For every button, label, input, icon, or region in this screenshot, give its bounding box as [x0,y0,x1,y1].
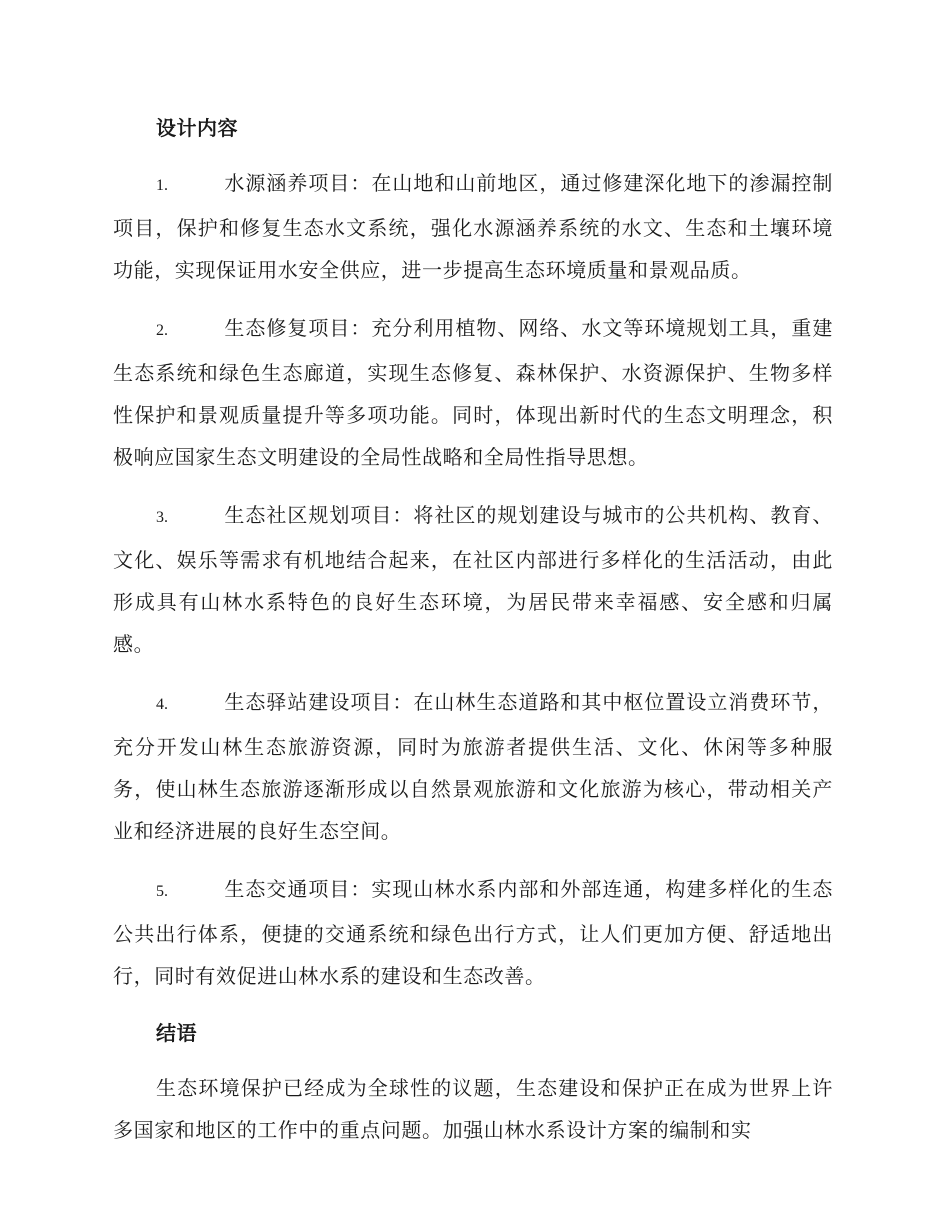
list-item [113,494,833,665]
list-item-text: 生态交通项目：实现山林水系内部和外部连通，构建多样化的生态公共出行体系，便捷的交通系统和绿色出行方式，让人们更加方便、舒适地出行，同时有效促进山林水系的建设和生态改善。 [113,877,833,988]
document-body [113,108,833,1167]
list-item-text: 生态驿站建设项目：在山林生态道路和其中枢位置设立消费环节，充分开发山林生态旅游资源，同时为旅游者提供生活、文化、休闲等多种服务，使山林生态旅游逐渐形成以自然景观旅游和文化旅游为核心，带动相关产业和经济进展的良好生态空间。 [113,690,833,843]
list-item-number: 4. [156,696,168,713]
list-item-text: 水源涵养项目：在山地和山前地区，通过修建深化地下的渗漏控制项目，保护和修复生态水文系统，强化水源涵养系统的水文、生态和土壤环境功能，实现保证用水安全供应，进一步提高生态环境质量和景观品质。 [113,171,833,282]
list-item-number: 1. [156,177,168,194]
list-item-number: 2. [156,322,168,339]
conclusion-paragraph: 生态环境保护已经成为全球性的议题，生态建设和保护正在成为世界上许多国家和地区的工作中的重点问题。加强山林水系设计方案的编制和实 [113,1076,833,1142]
list-item [113,307,833,478]
list-item-number: 5. [156,883,168,900]
list-item [113,868,833,997]
list-item-text: 生态修复项目：充分利用植物、网络、水文等环境规划工具，重建生态系统和绿色生态廊道，实现生态修复、森林保护、水资源保护、生物多样性保护和景观质量提升等多项功能。同时，体现出新时代的生态文明理念，积极响应国家生态文明建设的全局性战略和全局性指导思想。 [113,316,833,469]
list-item-number: 3. [156,509,168,526]
list-item [113,681,833,852]
section-heading-design: 设计内容 [156,116,238,140]
list-item-text: 生态社区规划项目：将社区的规划建设与城市的公共机构、教育、文化、娱乐等需求有机地结合起来，在社区内部进行多样化的生活活动，由此形成具有山林水系特色的良好生态环境，为居民带来幸福感、安全感和归属感。 [113,503,833,656]
section-heading-conclusion: 结语 [156,1021,197,1045]
list-item [113,162,833,291]
